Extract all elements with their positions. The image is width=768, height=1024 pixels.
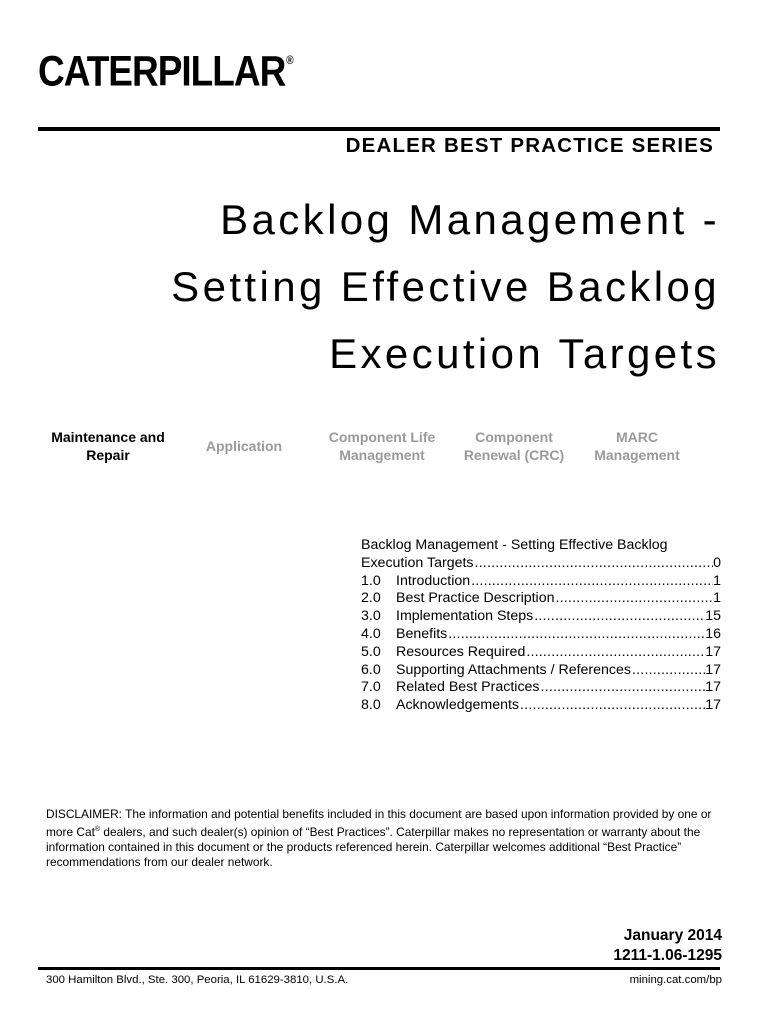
publication-info [613,926,722,965]
registered-mark: ® [286,54,293,67]
toc-entry-number: 8.0 [361,697,381,714]
document-title [171,186,720,387]
title-line-2: Setting Effective Backlog [171,263,720,310]
category-label-line2: Repair [86,447,130,463]
toc-entry-title: Implementation Steps [396,608,534,625]
toc-entry-page: 15 [705,608,721,625]
category-label-line1: MARC [616,429,658,445]
category-label-line2: Management [339,447,425,463]
disclaimer-part1: DISCLAIMER: The information and potential benefits included in this document are based upon information provided by one or more Cat [46,807,712,839]
toc-entry-number: 3.0 [361,608,381,625]
category-tabs [38,428,708,468]
header-rule [38,127,720,131]
category-label-line1: Component Life [328,429,436,445]
category-component-life-management [316,428,448,464]
toc-heading-line2: Execution Targets [361,554,474,571]
category-component-renewal [452,428,576,464]
disclaimer-text [46,807,736,870]
toc-entry-page: 17 [705,679,721,696]
toc-entry-page: 16 [705,625,721,642]
toc-entry-number: 1.0 [361,572,381,589]
footer-address: 300 Hamilton Blvd., Ste. 300, Peoria, IL 61629-3810, U.S.A. [46,974,349,986]
toc-heading-page: 0 [713,554,721,571]
caterpillar-logo [38,47,293,95]
toc-entry-page: 17 [705,697,721,714]
toc-entry-number: 5.0 [361,643,381,660]
toc-entry-title: Resources Required [396,643,526,660]
toc-entry [361,697,721,715]
toc-leader [471,573,713,591]
toc-heading-row [361,555,721,573]
publication-date: January 2014 [623,927,722,944]
toc-entry [361,626,721,644]
category-marc-management [582,428,692,464]
toc-leader [541,679,706,697]
toc-entry-title: Acknowledgements [396,697,520,714]
category-label-line1: Maintenance and [51,429,165,445]
toc-heading-line1: Backlog Management - Setting Effective Backlog [361,537,668,553]
toc-entry-page: 1 [713,590,721,607]
category-label-line1: Application [205,438,283,454]
footer-rule [38,967,720,970]
toc-leader [526,644,705,662]
toc-entry-title: Supporting Attachments / References [396,661,632,678]
toc-entry-number: 2.0 [361,590,381,607]
category-application [190,437,298,455]
toc-entry-number: 7.0 [361,679,381,696]
title-line-3: Execution Targets [329,330,720,377]
toc-leader [632,662,705,680]
series-title: DEALER BEST PRACTICE SERIES [345,134,714,157]
toc-leader [520,697,705,715]
toc-entry [361,608,721,626]
toc-entry [361,662,721,680]
brand-name: CATERPILLAR [38,47,286,95]
toc-entry-title: Related Best Practices [396,679,540,696]
footer-website: mining.cat.com/bp [629,974,722,986]
toc-entry-title: Best Practice Description [396,590,555,607]
disclaimer-part2: dealers, and such dealer(s) opinion of “Best Practices”. Caterpillar makes no representation or warranty about the information contained in this document or the products referenced herein. Caterpillar welcomes additional “Best Practice” recommendations from our dealer network. [46,824,701,869]
toc-leader [556,590,714,608]
toc-entry-number: 4.0 [361,625,381,642]
toc-leader [534,608,705,626]
disclaimer-registered-mark: ® [94,826,101,833]
document-number: 1211-1.06-1295 [613,946,722,964]
toc-entry-page: 17 [705,661,721,678]
toc-leader [448,626,705,644]
title-line-1: Backlog Management - [220,196,720,243]
toc-entry [361,679,721,697]
toc-entry-page: 17 [705,643,721,660]
toc-entry [361,573,721,591]
toc-entry-number: 6.0 [361,661,381,678]
toc-entry-title: Benefits [396,625,448,642]
toc-entry [361,590,721,608]
toc-entry [361,644,721,662]
category-maintenance-repair [38,428,178,464]
toc-leader [475,555,714,573]
toc-entry-page: 1 [713,572,721,589]
table-of-contents [361,537,721,715]
category-label-line2: Management [594,447,680,463]
category-label-line2: Renewal (CRC) [463,447,565,463]
toc-entry-title: Introduction [396,572,471,589]
category-label-line1: Component [475,429,553,445]
